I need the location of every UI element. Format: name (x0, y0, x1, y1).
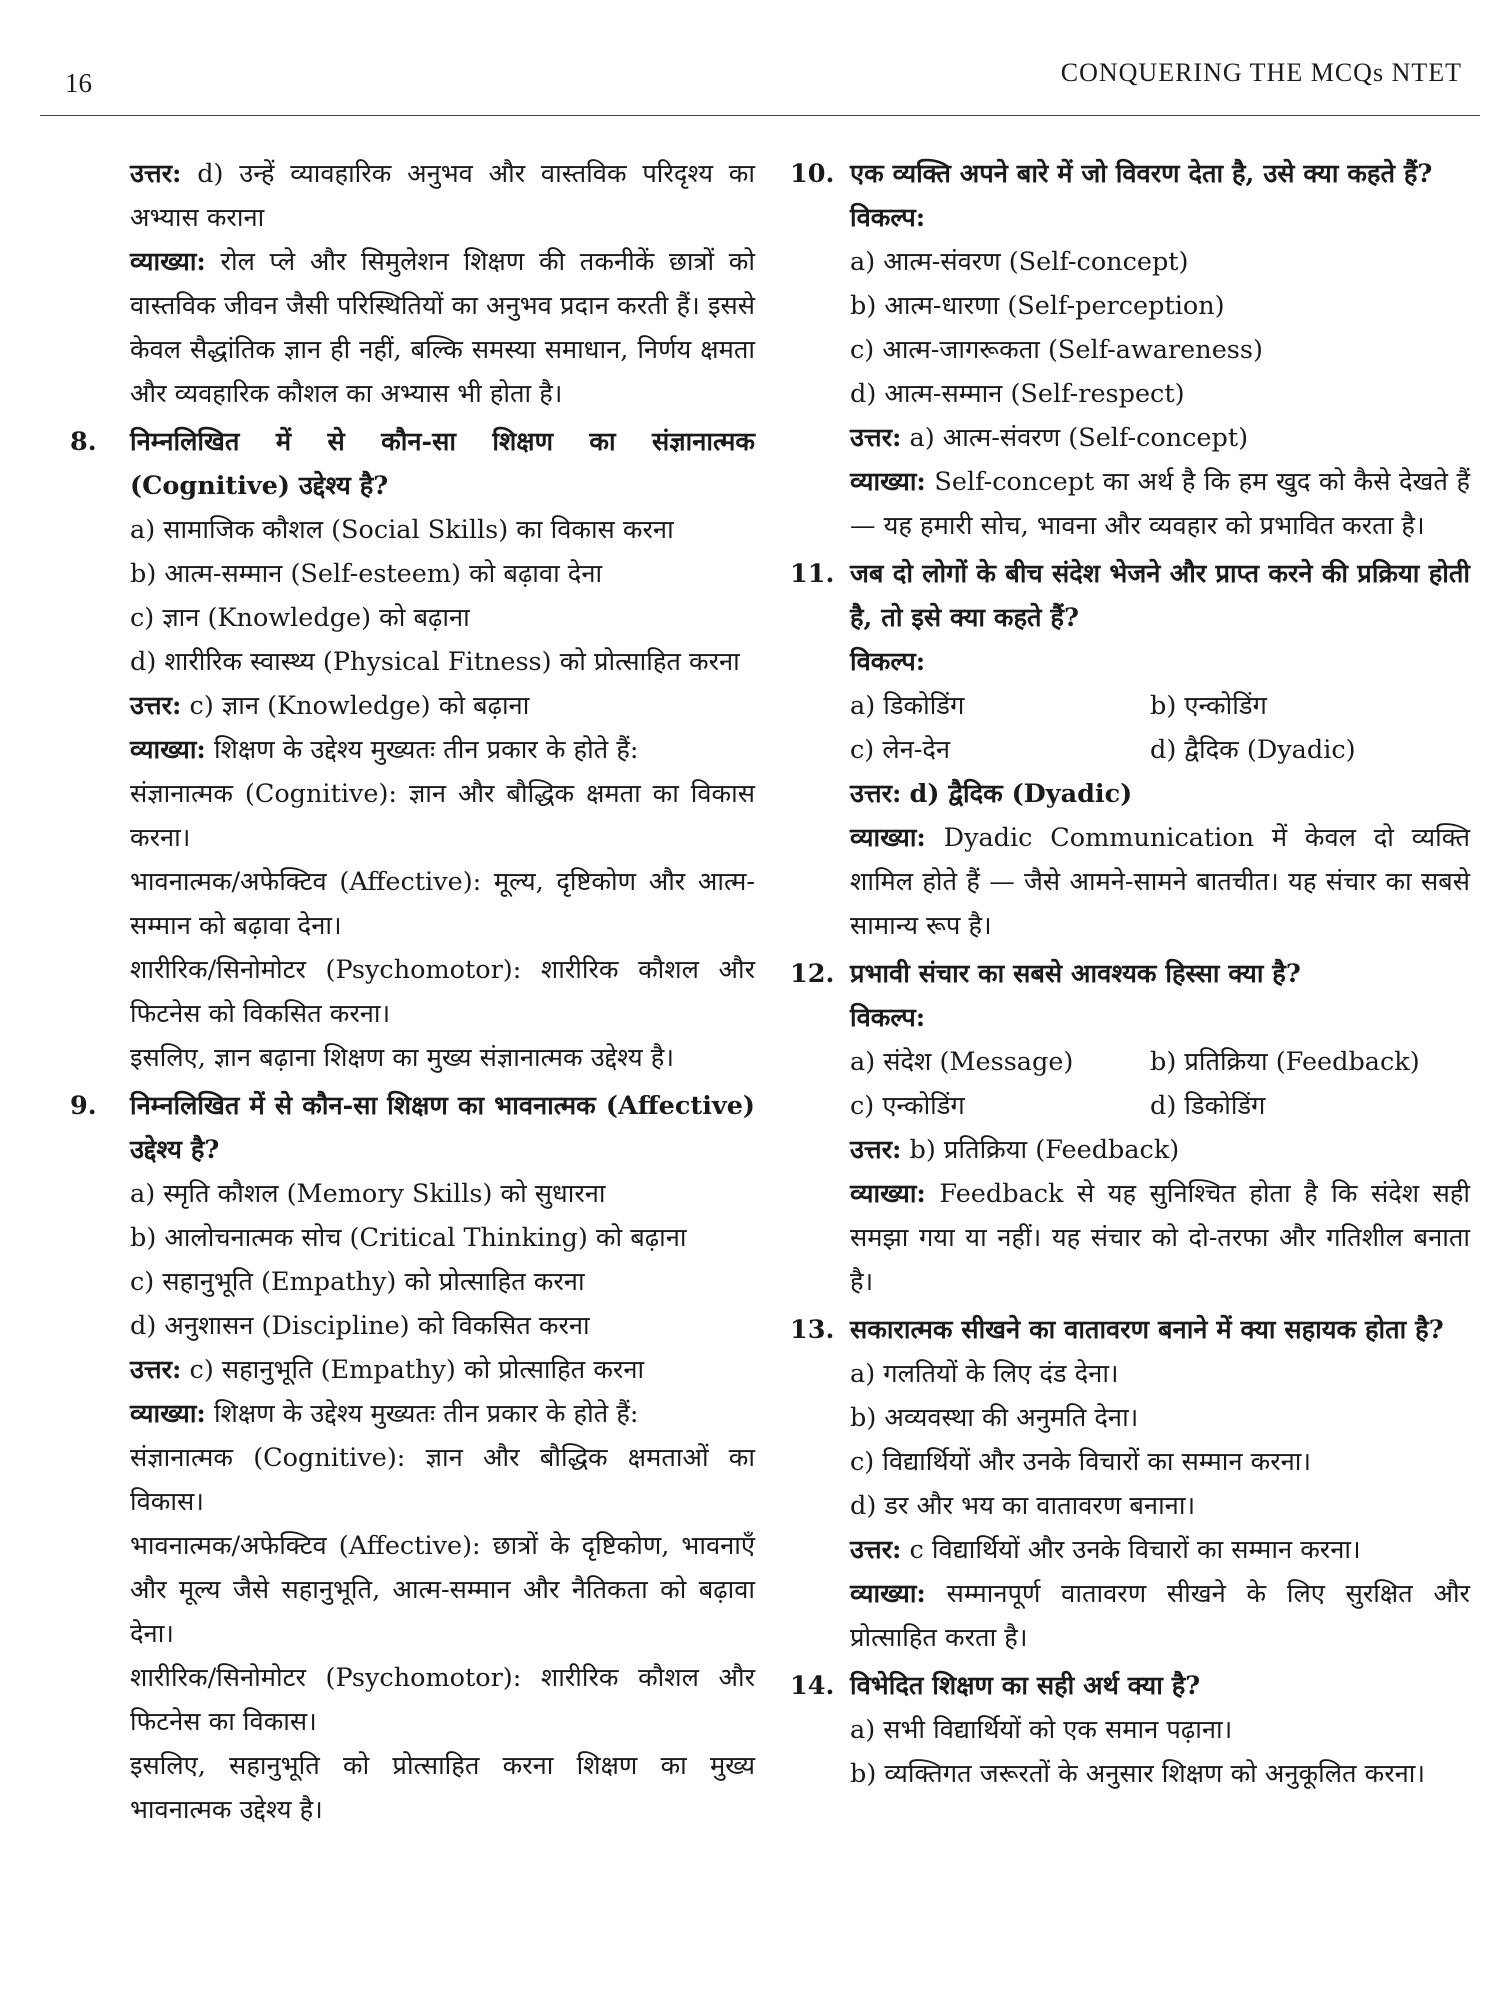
question-number: 14. (790, 1671, 835, 1701)
explanation: व्याख्या: Self-concept का अर्थ है कि हम खुद को कैसे देखते हैं — यह हमारी सोच, भावना और व्यवहार को प्रभावित करता है। (850, 467, 1470, 541)
explanation-point: संज्ञानात्मक (Cognitive): ज्ञान और बौद्धिक क्षमता का विकास करना। (130, 779, 755, 853)
option: a) आत्म-संवरण (Self-concept) (850, 247, 1189, 277)
explanation-point: इसलिए, सहानुभूति को प्रोत्साहित करना शिक्षण का मुख्य भावनात्मक उद्देश्य है। (130, 1751, 755, 1825)
option: d) डिकोडिंग (1150, 1091, 1266, 1121)
question-text: विभेदित शिक्षण का सही अर्थ क्या है? (850, 1671, 1201, 1701)
question-number: 8. (70, 427, 97, 457)
question-number: 10. (790, 159, 835, 189)
option: c) लेन-देन (850, 735, 951, 765)
options-label: विकल्प: (850, 647, 926, 677)
explanation: व्याख्या: सम्मानपूर्ण वातावरण सीखने के लिए सुरक्षित और प्रोत्साहित करता है। (850, 1579, 1470, 1653)
question-number: 13. (790, 1315, 835, 1345)
answer-line: उत्तर: c विद्यार्थियों और उनके विचारों का सम्मान करना। (850, 1535, 1361, 1565)
option: a) सामाजिक कौशल (Social Skills) का विकास करना (130, 515, 674, 545)
explanation-point: भावनात्मक/अफेक्टिव (Affective): मूल्य, दृष्टिकोण और आत्म-सम्मान को बढ़ावा देना। (130, 867, 755, 941)
explanation: व्याख्या: शिक्षण के उद्देश्य मुख्यतः तीन प्रकार के होते हैं: (130, 1399, 639, 1429)
explanation: व्याख्या: शिक्षण के उद्देश्य मुख्यतः तीन प्रकार के होते हैं: (130, 735, 639, 765)
question-9 (70, 1084, 755, 1832)
explanation-point: भावनात्मक/अफेक्टिव (Affective): छात्रों के दृष्टिकोण, भावनाएँ और मूल्य जैसे सहानुभूति, आत्म-सम्मान और नैतिकता को बढ़ावा देना। (130, 1531, 755, 1649)
option: b) आत्म-सम्मान (Self-esteem) को बढ़ावा देना (130, 559, 603, 589)
answer-line: उत्तर: d) उन्हें व्यावहारिक अनुभव और वास्तविक परिदृश्य का अभ्यास कराना (130, 159, 755, 233)
header-rule (40, 115, 1480, 116)
answer-line: उत्तर: c) ज्ञान (Knowledge) को बढ़ाना (130, 691, 530, 721)
option: c) विद्यार्थियों और उनके विचारों का सम्मान करना। (850, 1447, 1312, 1477)
question-text: जब दो लोगों के बीच संदेश भेजने और प्राप्त करने की प्रक्रिया होती है, तो इसे क्या कहते हैं? (850, 559, 1470, 633)
explanation-point: संज्ञानात्मक (Cognitive): ज्ञान और बौद्धिक क्षमताओं का विकास। (130, 1443, 755, 1517)
question-10 (790, 152, 1470, 548)
question-8 (70, 420, 755, 1080)
option: a) स्मृति कौशल (Memory Skills) को सुधारना (130, 1179, 606, 1209)
option: c) आत्म-जागरूकता (Self-awareness) (850, 335, 1263, 365)
explanation-label: व्याख्या: (130, 247, 206, 277)
page-number: 16 (65, 68, 92, 98)
question-text: प्रभावी संचार का सबसे आवश्यक हिस्सा क्या है? (850, 959, 1301, 989)
explanation: व्याख्या: Dyadic Communication में केवल दो व्यक्ति शामिल होते हैं — जैसे आमने-सामने बातचीत। यह संचार का सबसे सामान्य रूप है। (850, 823, 1470, 941)
option: b) व्यक्तिगत जरूरतों के अनुसार शिक्षण को अनुकूलित करना। (850, 1759, 1426, 1789)
question-text: सकारात्मक सीखने का वातावरण बनाने में क्या सहायक होता है? (850, 1315, 1444, 1345)
question-text: एक व्यक्ति अपने बारे में जो विवरण देता है, उसे क्या कहते हैं? (850, 159, 1433, 189)
options-label: विकल्प: (850, 203, 926, 233)
explanation: व्याख्या: Feedback से यह सुनिश्चित होता है कि संदेश सही समझा गया या नहीं। यह संचार को दो-तरफा और गतिशील बनाता है। (850, 1179, 1470, 1297)
option: d) आत्म-सम्मान (Self-respect) (850, 379, 1185, 409)
option: c) सहानुभूति (Empathy) को प्रोत्साहित करना (130, 1267, 585, 1297)
option: b) अव्यवस्था की अनुमति देना। (850, 1403, 1139, 1433)
prev-question-tail (70, 152, 755, 416)
option: c) ज्ञान (Knowledge) को बढ़ाना (130, 603, 470, 633)
option: a) संदेश (Message) (850, 1047, 1074, 1077)
right-column (790, 152, 1470, 1796)
option: d) शारीरिक स्वास्थ्य (Physical Fitness) को प्रोत्साहित करना (130, 647, 740, 677)
answer-line: उत्तर: a) आत्म-संवरण (Self-concept) (850, 423, 1249, 453)
option: b) आलोचनात्मक सोच (Critical Thinking) को बढ़ाना (130, 1223, 687, 1253)
option: a) सभी विद्यार्थियों को एक समान पढ़ाना। (850, 1715, 1233, 1745)
question-number: 12. (790, 959, 835, 989)
options-label: विकल्प: (850, 1003, 926, 1033)
option: b) एन्कोडिंग (1150, 691, 1267, 721)
option: b) प्रतिक्रिया (Feedback) (1150, 1047, 1420, 1077)
option: d) द्वैदिक (Dyadic) (1150, 735, 1356, 765)
options-grid (850, 1040, 1470, 1128)
option: d) डर और भय का वातावरण बनाना। (850, 1491, 1196, 1521)
question-number: 11. (790, 559, 835, 589)
question-11 (790, 552, 1470, 948)
answer-line: उत्तर: b) प्रतिक्रिया (Feedback) (850, 1135, 1180, 1165)
question-12 (790, 952, 1470, 1304)
answer-line: उत्तर: d) द्वैदिक (Dyadic) (850, 779, 1133, 809)
options-grid (850, 684, 1470, 772)
option: a) गलतियों के लिए दंड देना। (850, 1359, 1119, 1389)
option: b) आत्म-धारणा (Self-perception) (850, 291, 1225, 321)
answer-label: उत्तर: (130, 159, 182, 189)
question-13 (790, 1308, 1470, 1660)
option: c) एन्कोडिंग (850, 1091, 965, 1121)
explanation-point: शारीरिक/सिनोमोटर (Psychomotor): शारीरिक कौशल और फिटनेस को विकसित करना। (130, 955, 755, 1029)
question-14 (790, 1664, 1470, 1796)
explanation-point: शारीरिक/सिनोमोटर (Psychomotor): शारीरिक कौशल और फिटनेस का विकास। (130, 1663, 755, 1737)
left-column (70, 152, 755, 1832)
page-header (0, 0, 1500, 120)
book-title: CONQUERING THE MCQs NTET (1060, 58, 1462, 87)
question-number: 9. (70, 1091, 97, 1121)
question-text: निम्नलिखित में से कौन-सा शिक्षण का संज्ञानात्मक (Cognitive) उद्देश्य है? (130, 427, 755, 501)
option: a) डिकोडिंग (850, 691, 965, 721)
option: d) अनुशासन (Discipline) को विकसित करना (130, 1311, 590, 1341)
explanation: व्याख्या: रोल प्ले और सिमुलेशन शिक्षण की तकनीकें छात्रों को वास्तविक जीवन जैसी परिस्थितियों का अनुभव प्रदान करती हैं। इससे केवल सैद्धांतिक ज्ञान ही नहीं, बल्कि समस्या समाधान, निर्णय क्षमता और व्यवहारिक कौशल का अभ्यास भी होता है। (130, 247, 755, 409)
answer-line: उत्तर: c) सहानुभूति (Empathy) को प्रोत्साहित करना (130, 1355, 645, 1385)
explanation-point: इसलिए, ज्ञान बढ़ाना शिक्षण का मुख्य संज्ञानात्मक उद्देश्य है। (130, 1043, 674, 1073)
question-text: निम्नलिखित में से कौन-सा शिक्षण का भावनात्मक (Affective) उद्देश्य है? (130, 1091, 755, 1165)
